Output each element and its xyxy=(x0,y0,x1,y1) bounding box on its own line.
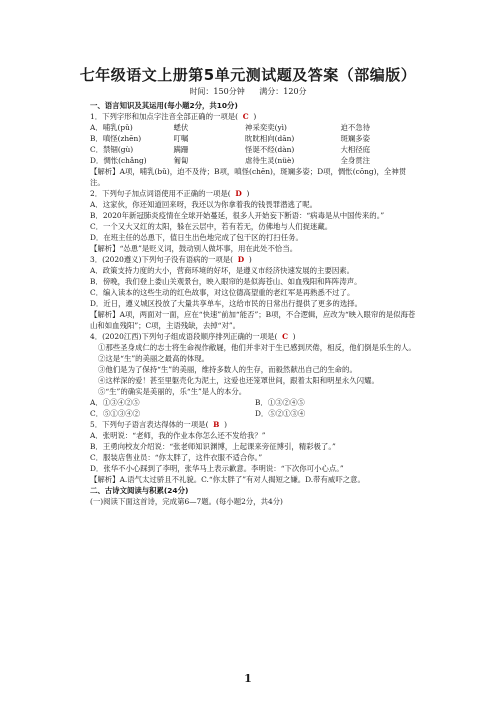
question-4-item-4: ④这样深的爱！甚至里躯壳化为泥土，这爱也还笼罩世间，跟着太阳和明星永久闪耀。 xyxy=(98,376,379,385)
question-4-options-row-2 xyxy=(90,408,420,419)
question-5-option-b: B．王勇向校友介绍说：“张老师知识渊博，上起课来旁征博引，精彩极了。” xyxy=(90,442,336,451)
document-body xyxy=(90,100,420,507)
question-4-item-5: ⑤“生”的确实是美丽的，乐“生”是人的本分。 xyxy=(98,387,247,396)
question-4-item-1: ①那些圣身成仁的志士将生命视作敝屣，他们并非对于生已感到厌倦，相反，他们倒是乐生的人。 xyxy=(98,343,416,352)
question-3-option-c: C．编入读本的这些生动的红色故事，对这位德高望重的老红军是再熟悉不过了。 xyxy=(90,288,355,297)
question-1-option-a: A．哺乳(pǔ) 蟋伏 神采奕奕(yì) 迫不急待 xyxy=(90,123,371,132)
question-5-explanation: 【解析】A.语气太过骄且不礼貌。C.“你太胖了”有对人揭短之嫌。D.带有威吓之意。 xyxy=(90,475,365,484)
question-3-explanation: 【解析】A项，两面对一面，应在“快速”前加“能否”；B项，不合逻辑，应改为“映入眼帘的是似海苍山和如血残阳”；C项，主语残缺，去掉“对”。 xyxy=(90,310,416,330)
question-2-option-c: C．一个又大又红的太阳，躲在云层中，若有若无，仿佛地与人们捉迷藏。 xyxy=(90,222,333,231)
question-1-option-b: B．嗔怪(zhēn) 叮嘱 眈眈相向(dān) 斑斓多姿 xyxy=(90,134,371,143)
question-5-option-a: A．张明说：“老师，我的作业本你怎么还不发给我？” xyxy=(90,431,266,440)
question-5-option-c: C．服装店售业员：“你太胖了，这件衣服不适合你。” xyxy=(90,453,263,462)
question-4-stem: 4．(2020江西)下列句子组成语段顺序排列正确的一项是( C ) xyxy=(90,332,296,341)
question-2-answer: D xyxy=(235,189,242,198)
exam-score: 满分：120分 xyxy=(259,87,307,96)
question-1-option-d: D．惆怅(chǎng) 匍匐 虐待生灵(nüè) 全身贯注 xyxy=(90,156,371,165)
exam-time: 时间：150分钟 xyxy=(189,87,245,96)
question-4-item-3: ③他们是为了保持“生”的美丽，维持多数人的生存，而毅然献出自己的生命的。 xyxy=(98,365,357,374)
question-4-option-c: C．⑤①③④② xyxy=(90,409,140,418)
section-heading-1: 一、语言知识及其运用(每小题2分，共10分) xyxy=(90,101,238,110)
question-5-answer: B xyxy=(213,420,220,429)
question-2-explanation: 【解析】“怂恿”是贬义词，鼓动别人做坏事，用在此处不恰当。 xyxy=(90,244,298,253)
question-2-option-d: D．在班主任的怂恿下，值日生出色地完成了包干区的打扫任务。 xyxy=(90,233,303,242)
question-1-answer: C xyxy=(242,112,249,121)
question-3-stem: 3．(2020遵义)下列句子没有语病的一项是( D ) xyxy=(90,255,252,264)
question-4-options-row-1 xyxy=(90,397,420,408)
question-3-option-a: A．政策支持力度的大小，营商环境的好坏，是遵义市经济快速发展的主要因素。 xyxy=(90,266,355,275)
question-5-stem: 5．下列句子语言表达得体的一项是( B ) xyxy=(90,420,227,429)
question-1-option-c: C．禁锢(gù) 蹒跚 怪诞不经(dàn) 大相径庭 xyxy=(90,145,371,154)
question-4-item-2: ②这是“生”的美丽之最高的体现。 xyxy=(98,354,210,363)
question-5-option-d: D．张华不小心踩到了李明，张华马上表示歉意。李明说：“下次你可小心点。” xyxy=(90,464,344,473)
question-1-stem: 1．下列字形和加点字注音全部正确的一项是( C ) xyxy=(90,112,257,121)
question-4-option-b: B．①③②④⑤ xyxy=(255,398,305,407)
question-3-answer: D xyxy=(237,255,245,264)
document-title: 七年级语文上册第5单元测试题及答案（部编版） xyxy=(79,66,417,84)
question-3-option-d: D．近日，遵义城区投放了大量共享单车，这给市民的日常出行提供了更多的选择。 xyxy=(90,299,362,308)
question-2-option-a: A．这家伙，你还知道回来呀，我还以为你拿着我的钱畏罪潜逃了呢。 xyxy=(90,200,318,209)
question-1-explanation: 【解析】A项，哺乳(bǔ)，迫不及待；B项，嗔怪(chēn)，斑斓多姿；D项，惆怅(cōng)，全神贯注。 xyxy=(90,167,407,187)
exam-meta xyxy=(0,86,496,97)
page-number: 1 xyxy=(244,672,252,685)
question-3-option-b: B．傍晚，我们登上娄山关观景台，映入眼帘的是似海苍山、如血残阳和阵阵涛声。 xyxy=(90,277,362,286)
question-2-stem: 2．下列句子加点词语使用不正确的一项是( D ) xyxy=(90,189,250,198)
subsection-heading: (一)阅读下面这首诗，完成第6—7题。(每小题2分，共4分) xyxy=(90,497,283,506)
question-2-option-b: B．2020年新冠肺炎疫情在全球开始蔓延，很多人开始妄下断语：“病毒是从中国传来的。” xyxy=(90,211,385,220)
section-heading-2: 二、古诗文阅读与积累(24分) xyxy=(90,486,189,495)
question-4-option-a: A．①③④②⑤ xyxy=(90,398,140,407)
question-4-option-d: D．⑤②①③④ xyxy=(255,409,306,418)
question-4-answer: C xyxy=(282,332,288,341)
